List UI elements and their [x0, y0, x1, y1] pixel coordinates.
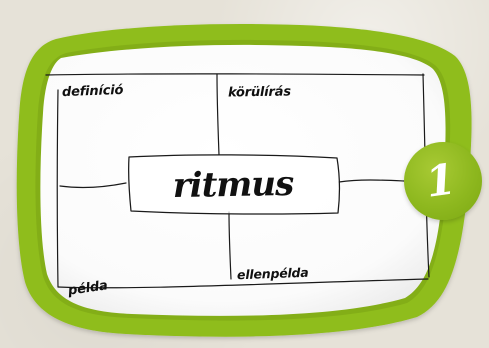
quadrant-label-example: példa [67, 278, 109, 299]
quadrant-label-definition: definíció [61, 82, 124, 101]
step-number-badge [404, 142, 482, 220]
quadrant-label-description: körülírás [227, 84, 291, 101]
quadrant-label-counterexample: ellenpélda [236, 264, 309, 283]
central-concept-label: ritmus [172, 163, 294, 207]
step-number-text: 1 [423, 154, 459, 207]
